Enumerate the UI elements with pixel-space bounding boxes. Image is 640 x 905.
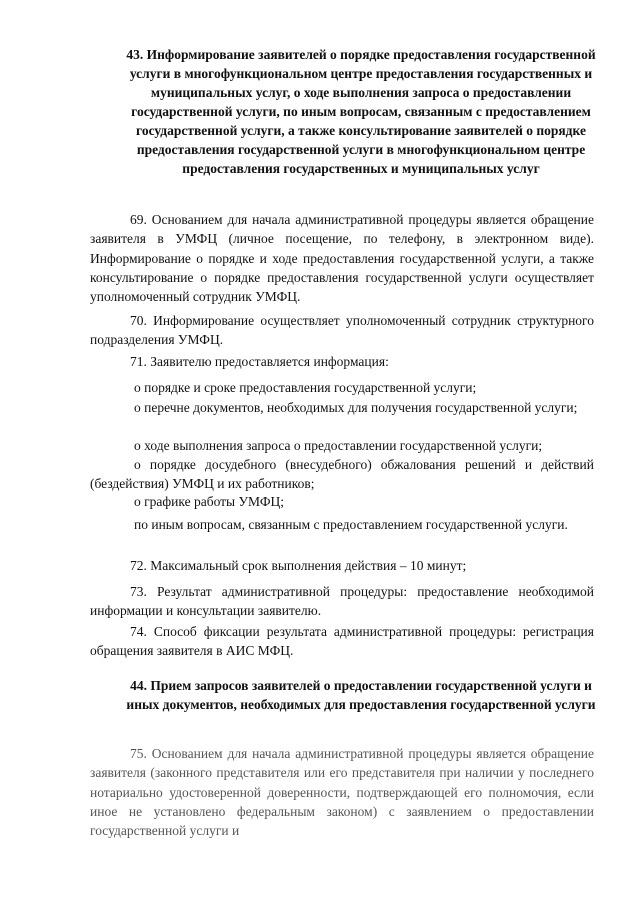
paragraph-72: 72. Максимальный срок выполнения действия – 10 минут; [130, 558, 467, 573]
paragraph-73: 73. Результат административной процедуры: предоставление необходимой информации и консультации заявителю. [90, 584, 594, 619]
section-44-heading: 44. Прием запросов заявителей о предоставлении государственной услуги и иных документов, необходимых для предоставления государственной услуги [126, 678, 596, 712]
paragraph-75: 75. Основанием для начала административной процедуры является обращение заявителя (законного представителя или его представителя при наличии у последнего нотариально удостоверенной доверенности, подтверждающей его полномочия, если иное не установлено федеральным законом) с заявлением о предоставлении государственной услуги и [90, 746, 594, 839]
paragraph-70: 70. Информирование осуществляет уполномоченный сотрудник структурного подразделения УМФЦ. [90, 313, 594, 348]
paragraph-74: 74. Способ фиксации результата административной процедуры: регистрация обращения заявителя в АИС МФЦ. [90, 624, 594, 659]
list-item-1: о порядке и сроке предоставления государственной услуги; [134, 380, 477, 395]
list-item-5: о графике работы УМФЦ; [134, 494, 285, 509]
paragraph-71: 71. Заявителю предоставляется информация: [130, 354, 389, 369]
list-item-6: по иным вопросам, связанным с предоставлением государственной услуги. [134, 517, 568, 532]
paragraph-69: 69. Основанием для начала административной процедуры является обращение заявителя в УМФЦ (личное посещение, по телефону, в электронном виде). Информирование о порядке и ходе предоставления государственной услуги, а также консультирование о порядке предоставления государственной услуги осуществляет уполномоченный сотрудник УМФЦ. [90, 212, 594, 305]
section-43-heading: 43. Информирование заявителей о порядке предоставления государственной услуги в многофункциональном центре предоставления государственных и муниципальных услуг, о ходе выполнения запроса о предоставлении государственной услуги, по иным вопросам, связанным с предоставлением государственной услуги, а также консультирование заявителей о порядке предоставления государственной услуги в многофункциональном центре предоставления государственных и муниципальных услуг [126, 47, 596, 176]
list-item-4: о порядке досудебного (внесудебного) обжалования решений и действий (бездействия) УМФЦ и их работников; [90, 457, 594, 492]
list-item-2: о перечне документов, необходимых для получения государственной услуги; [134, 400, 578, 415]
list-item-3: о ходе выполнения запроса о предоставлении государственной услуги; [134, 438, 543, 453]
